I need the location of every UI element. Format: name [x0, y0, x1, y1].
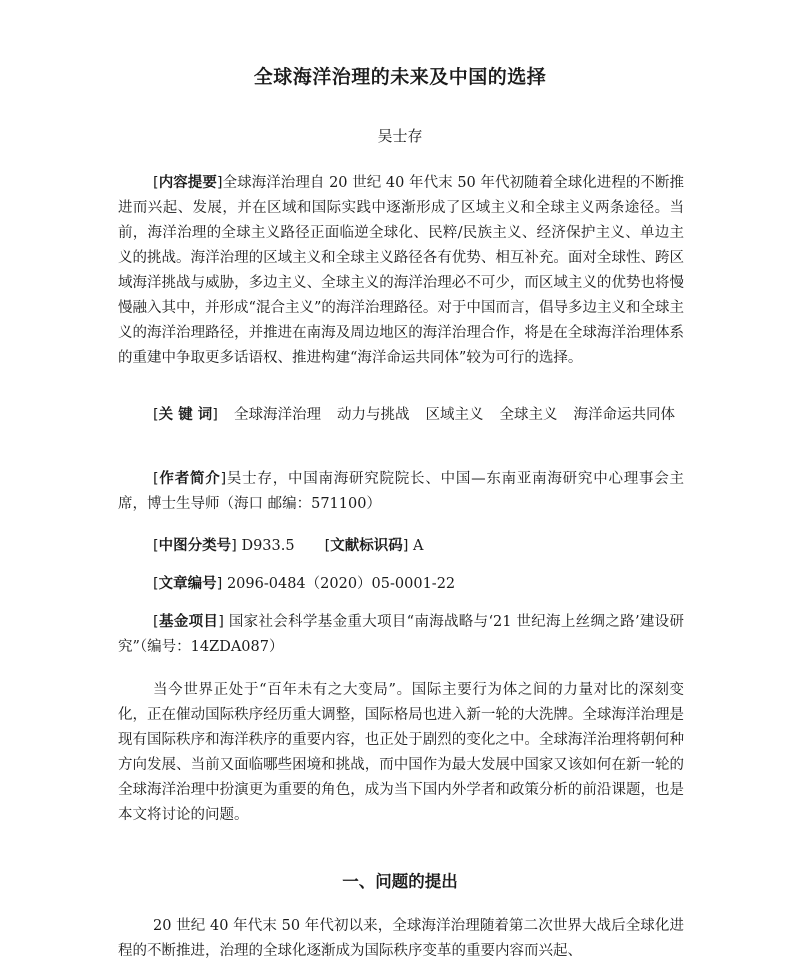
abstract-text: 全球海洋治理自 20 世纪 40 年代末 50 年代初随着全球化进程的不断推进而兴起、发展，并在区域和国际实践中逐渐形成了区域主义和全球主义两条途径。当前，海洋治理的全球主义路径正面临逆全球化、民粹/民族主义、经济保护主义、单边主义的挑战。海洋治理的区域主义和全球主义路径各有优势、相互补充。面对全球性、跨区域海洋挑战与威胁，多边主义、全球主义的海洋治理必不可少，而区域主义的优势也将慢慢融入其中，并形成“混合主义”的海洋治理路径。对于中国而言，倡导多边主义和全球主义的海洋治理路径，并推进在南海及周边地区的海洋治理合作，将是在全球海洋治理体系的重建中争取更多话语权、推进构建“海洋命运共同体”较为可行的选择。 [118, 175, 685, 366]
doc-code-label: [ 文献标识码 ] [325, 538, 409, 554]
keyword-item: 海洋命运共同体 [573, 407, 675, 423]
article-number-line [118, 572, 684, 597]
intro-paragraph: 当今世界正处于“百年未有之大变局”。国际主要行为体之间的力量对比的深刻变化，正在催动国际秩序经历重大调整，国际格局也进入新一轮的大洗牌。全球海洋治理是现有国际秩序和海洋秩序的重要内容，也正处于剧烈的变化之中。全球海洋治理将朝何种方向发展、当前又面临哪些困境和挑战，而中国作为最大发展中国家又该如何在新一轮的全球海洋治理中扮演更为重要的角色，成为当下国内外学者和政策分析的前沿课题，也是本文将讨论的问题。 [118, 682, 684, 823]
section-paragraph: 20 世纪 40 年代末 50 年代初以来，全球海洋治理随着第二次世界大战后全球化进程的不断推进，治理的全球化逐渐成为国际秩序变革的重要内容而兴起、 [118, 918, 684, 959]
keyword-item: 区域主义 [425, 407, 484, 423]
section-heading: 一、问题的提出 [342, 872, 458, 891]
author-name: 吴士存 [377, 127, 423, 145]
article-title: 全球海洋治理的未来及中国的选择 [253, 66, 547, 88]
keywords-label: [ 关 键 词 ] [153, 407, 218, 423]
fund-paragraph [118, 610, 684, 660]
keyword-item: 动力与挑战 [336, 407, 410, 423]
abstract-paragraph [118, 171, 684, 371]
classification-line [118, 534, 684, 559]
fund-label: [ 基金项目 ] [153, 614, 224, 630]
keyword-item: 全球海洋治理 [233, 407, 321, 423]
classification-label: [ 中图分类号 ] [153, 538, 237, 554]
doc-code-value: A [413, 538, 424, 554]
author-bio-text: 吴士存，中国南海研究院院长、中国—东南亚南海研究中心理事会主席，博士生导师（海口 邮编：571100） [118, 471, 685, 512]
author-bio-paragraph [118, 467, 684, 517]
keywords-paragraph [118, 403, 684, 428]
fund-text: 国家社会科学基金重大项目“南海战略与‘21 世纪海上丝绸之路’建设研究”（编号：14ZDA087） [118, 614, 685, 655]
keyword-item: 全球主义 [499, 407, 558, 423]
article-number-value: 2096-0484（2020）05-0001-22 [226, 576, 456, 592]
article-number-label: [ 文章编号 ] [153, 576, 222, 592]
classification-value: D933.5 [241, 538, 295, 554]
author-bio-label: [ 作者简介 ] [153, 471, 226, 487]
abstract-label: [ 内容提要 ] [153, 175, 223, 191]
